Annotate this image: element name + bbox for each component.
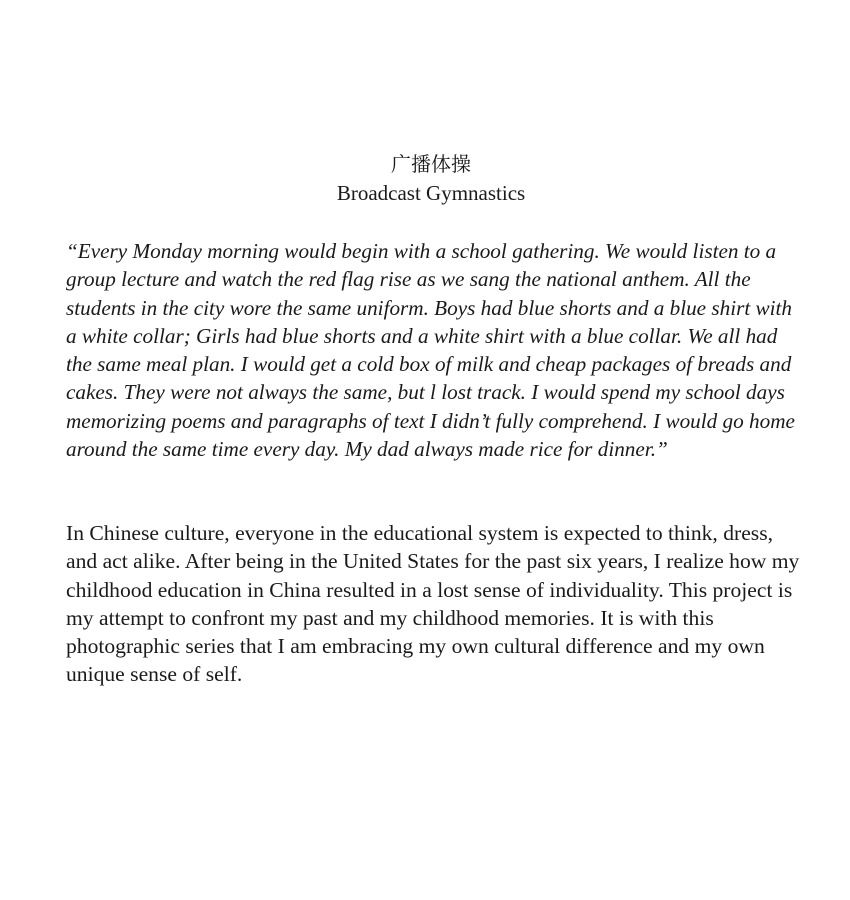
title-block xyxy=(0,150,850,208)
quote-paragraph: “Every Monday morning would begin with a school gathering. We would listen to a group lecture and watch the red flag rise as we sang the national anthem. All the students in the city wore the same uniform. Boys had blue shorts and a blue shirt with a white collar; Girls had blue shorts and a white shirt with a blue collar. We all had the same meal plan. I would get a cold box of milk and cheap packages of breads and cakes. They were not always the same, but l lost track. I would spend my school days memorizing poems and paragraphs of text I didn’t fully comprehend. I would go home around the same time every day. My dad always made rice for dinner.” xyxy=(66,239,795,462)
artist-statement-paragraph: In Chinese culture, everyone in the educational system is expected to think, dress, and act alike. After being in the United States for the past six years, I realize how my childhood education in China resulted in a lost sense of individuality. This project is my attempt to confront my past and my childhood memories. It is with this photographic series that I am embracing my own cultural difference and my own unique sense of self. xyxy=(66,521,800,687)
chinese-title: 广播体操 xyxy=(391,152,471,176)
english-title: Broadcast Gymnastics xyxy=(336,181,526,205)
